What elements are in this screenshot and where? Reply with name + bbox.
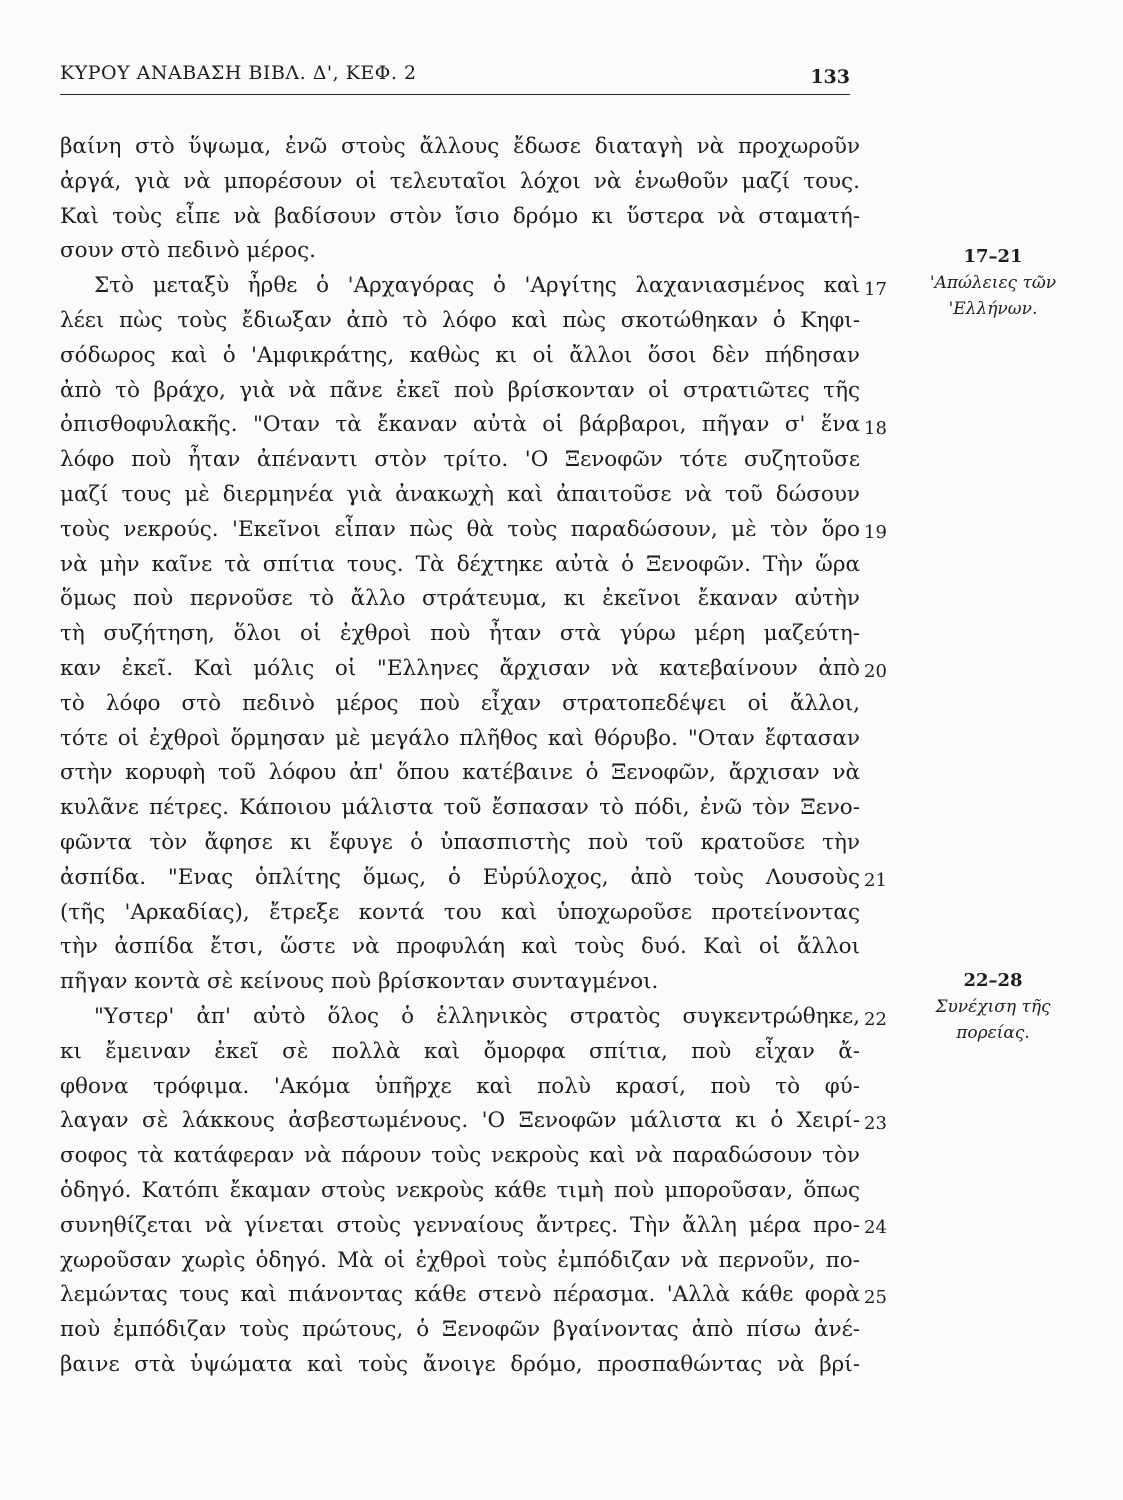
text-line: Στὸ μεταξὺ ἦρθε ὁ 'Αρχαγόρας ὁ 'Αργίτης λαχανιασμένος καὶ	[94, 273, 860, 299]
text-line: ὁδηγό. Κατόπι ἔκαμαν στοὺς νεκροὺς κάθε τιμὴ ποὺ μποροῦσαν, ὅπως	[60, 1177, 860, 1203]
text-line: τὴ συζήτηση, ὅλοι οἱ ἐχθροὶ ποὺ ἦταν στὰ γύρω μέρη μαζεύτη-	[60, 621, 860, 647]
text-line: "Υστερ' ἀπ' αὐτὸ ὅλος ὁ ἑλληνικὸς στρατὸς συγκεντρώθηκε,	[94, 1003, 860, 1029]
side-note-text: 'Απώλειες τῶν	[929, 273, 1057, 293]
text-line: ἀσπίδα. "Ενας ὁπλίτης ὅμως, ὁ Εὐρύλοχος, ἀπὸ τοὺς Λουσοὺς	[60, 864, 860, 890]
running-head-title: ΚΥΡΟΥ ΑΝΑΒΑΣΗ ΒΙΒΛ. Δ', ΚΕΦ. 2	[60, 62, 417, 84]
text-line: φῶντα τὸν ἄφησε κι ἔφυγε ὁ ὑπασπιστὴς ποὺ τοῦ κρατοῦσε τὴν	[60, 829, 860, 855]
side-note-text: Συνέχιση τῆς	[935, 997, 1051, 1017]
text-line: λαγαν σὲ λάκκους ἀσβεστωμένους. 'Ο Ξενοφῶν μάλιστα κι ὁ Χειρί-	[60, 1108, 860, 1134]
text-line: χωροῦσαν χωρὶς ὁδηγό. Μὰ οἱ ἐχθροὶ τοὺς ἐμπόδιζαν νὰ περνοῦν, πο-	[60, 1247, 860, 1273]
side-note-range: 17–21	[963, 246, 1023, 267]
text-line: σόδωρος καὶ ὁ 'Αμφικράτης, καθὼς κι οἱ ἄλλοι ὅσοι δὲν πήδησαν	[60, 342, 860, 368]
side-note	[918, 244, 1068, 322]
text-line: σοφος τὰ κατάφεραν νὰ πάρουν τοὺς νεκροὺς καὶ νὰ παραδώσουν τὸν	[60, 1143, 860, 1169]
text-line: ὅμως ποὺ περνοῦσε τὸ ἄλλο στράτευμα, κι ἐκεῖνοι ἔκαναν αὐτὴν	[60, 586, 860, 612]
text-line: βαινε στὰ ὑψώματα καὶ τοὺς ἄνοιγε δρόμο, προσπαθώντας νὰ βρί-	[60, 1351, 860, 1377]
page-number: 133	[810, 66, 850, 88]
line-number: 23	[864, 1113, 887, 1134]
text-line: τὴν ἀσπίδα ἔτσι, ὥστε νὰ προφυλάη καὶ τοὺς δυό. Καὶ οἱ ἄλλοι	[60, 934, 860, 960]
text-line: ὀπισθοφυλακῆς. "Οταν τὰ ἔκαναν αὐτὰ οἱ βάρβαροι, πῆγαν σ' ἕνα	[60, 412, 860, 438]
line-number: 24	[864, 1217, 887, 1238]
text-line: φθονα τρόφιμα. 'Ακόμα ὑπῆρχε καὶ πολὺ κρασί, ποὺ τὸ φύ-	[60, 1073, 860, 1099]
text-line: Καὶ τοὺς εἶπε νὰ βαδίσουν στὸν ἴσιο δρόμο κι ὕστερα νὰ σταματή-	[60, 203, 860, 229]
text-line: ἀργά, γιὰ νὰ μπορέσουν οἱ τελευταῖοι λόχοι νὰ ἑνωθοῦν μαζί τους.	[60, 168, 860, 194]
line-number: 22	[864, 1009, 887, 1030]
text-line: βαίνη στὸ ὕψωμα, ἐνῶ στοὺς ἄλλους ἔδωσε διαταγὴ νὰ προχωροῦν	[60, 134, 860, 159]
side-note	[918, 968, 1068, 1046]
side-note-range: 22–28	[963, 970, 1023, 991]
text-line: συνηθίζεται νὰ γίνεται στοὺς γενναίους ἄντρες. Τὴν ἄλλη μέρα προ-	[60, 1212, 860, 1238]
text-line: κι ἔμειναν ἐκεῖ σὲ πολλὰ καὶ ὄμορφα σπίτια, ποὺ εἶχαν ἄ-	[60, 1038, 860, 1064]
line-number: 19	[864, 522, 887, 543]
line-number: 20	[864, 661, 887, 682]
text-line: λέει πὼς τοὺς ἔδιωξαν ἀπὸ τὸ λόφο καὶ πὼς σκοτώθηκαν ὁ Κηφι-	[60, 307, 860, 333]
text-line: τότε οἱ ἐχθροὶ ὅρμησαν μὲ μεγάλο πλῆθος καὶ θόρυβο. "Οταν ἔφτασαν	[60, 725, 860, 751]
text-line: κυλᾶνε πέτρες. Κάποιου μάλιστα τοῦ ἔσπασαν τὸ πόδι, ἐνῶ τὸν Ξενο-	[60, 795, 860, 821]
text-line: καν ἐκεῖ. Καὶ μόλις οἱ "Ελληνες ἄρχισαν νὰ κατεβαίνουν ἀπὸ	[60, 655, 860, 681]
text-line: νὰ μὴν καῖνε τὰ σπίτια τους. Τὰ δέχτηκε αὐτὰ ὁ Ξενοφῶν. Τὴν ὥρα	[60, 551, 860, 577]
running-header	[60, 62, 850, 95]
text-line: λεμώντας τους καὶ πιάνοντας κάθε στενὸ πέρασμα. 'Αλλὰ κάθε φορὰ	[60, 1282, 860, 1308]
main-text	[60, 130, 860, 1383]
text-line: ἀπὸ τὸ βράχο, γιὰ νὰ πᾶνε ἐκεῖ ποὺ βρίσκονταν οἱ στρατιῶτες τῆς	[60, 377, 860, 403]
line-number: 17	[864, 279, 887, 300]
text-line: πῆγαν κοντὰ σὲ κείνους ποὺ βρίσκονταν συνταγμένοι.	[60, 969, 659, 995]
line-number: 25	[864, 1287, 887, 1308]
text-line: σουν στὸ πεδινὸ μέρος.	[60, 238, 317, 264]
line-number: 21	[864, 870, 887, 891]
text-line: μαζί τους μὲ διερμηνέα γιὰ ἀνακωχὴ καὶ ἀπαιτοῦσε νὰ τοῦ δώσουν	[60, 481, 860, 507]
text-line: τοὺς νεκρούς. 'Εκεῖνοι εἶπαν πὼς θὰ τοὺς παραδώσουν, μὲ τὸν ὅρο	[60, 516, 860, 542]
side-note-text: πορείας.	[956, 1023, 1030, 1043]
text-line: λόφο ποὺ ἦταν ἀπέναντι στὸν τρίτο. 'Ο Ξενοφῶν τότε συζητοῦσε	[60, 447, 860, 473]
text-line: στὴν κορυφὴ τοῦ λόφου ἀπ' ὅπου κατέβαινε ὁ Ξενοφῶν, ἄρχισαν νὰ	[60, 760, 860, 786]
text-line: ποὺ ἐμπόδιζαν τοὺς πρώτους, ὁ Ξενοφῶν βγαίνοντας ἀπὸ πίσω ἀνέ-	[60, 1317, 860, 1343]
text-line: τὸ λόφο στὸ πεδινὸ μέρος ποὺ εἶχαν στρατοπεδέψει οἱ ἄλλοι,	[60, 690, 860, 716]
line-number: 18	[864, 418, 887, 439]
text-line: (τῆς 'Αρκαδίας), ἔτρεξε κοντά του καὶ ὑποχωροῦσε προτείνοντας	[60, 899, 860, 925]
side-note-text: 'Ελλήνων.	[948, 299, 1038, 319]
